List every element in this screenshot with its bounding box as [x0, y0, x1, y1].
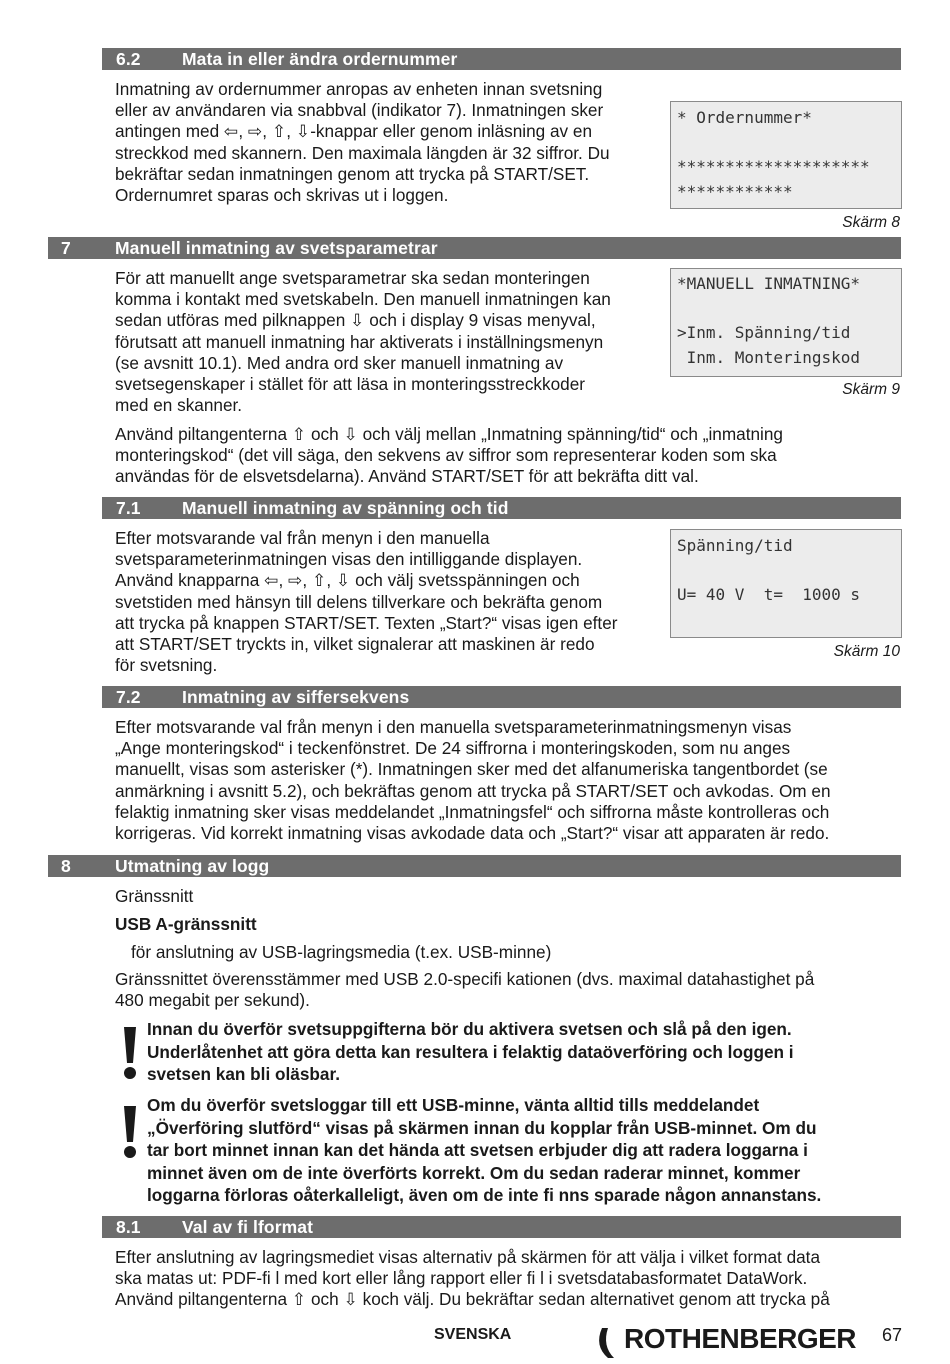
text-line: Efter anslutning av lagringsmediet visas alternativ på skärmen för att välja i vilket format data [115, 1247, 821, 1267]
text-line: tar bort minnet innan kan det hända att svetsen erbjuder dig att radera loggarna i [147, 1140, 808, 1161]
footer-language: SVENSKA [434, 1326, 512, 1343]
text-line: användas för de elsvetsdelarna). Använd START/SET för att bekräfta ditt val. [115, 466, 699, 487]
text-line: svetstiden med hänsyn till delens tillverkare och bekräfta genom [115, 591, 603, 612]
text-line: svetsegenskaper i stället för att läsa in monteringsstreckkoder [115, 374, 586, 395]
section-number: 8 [61, 856, 71, 876]
section-number: 7.2 [116, 687, 141, 707]
text-line: „Ange monteringskod“ i teckenfönstret. De 24 siffrorna i monteringskoden, som nu anges [115, 738, 791, 759]
text-line: „Överföring slutförd“ visas på skärmen innan du kopplar från USB-minnet. Om du [147, 1117, 817, 1138]
page-number: 67 [882, 1325, 903, 1345]
logo-swoosh-icon [594, 1324, 628, 1360]
section-title: Manuell inmatning av svetsparametrar [115, 238, 438, 258]
paragraph-siffersekvens [115, 717, 915, 844]
text-line: komma i kontakt med svetskabeln. Den manuell inmatningen kan [115, 289, 611, 310]
text-line: antingen med ⇦, ⇨, ⇧, ⇩-knappar eller genom inläsning av en [115, 121, 593, 142]
exclamation-icon [119, 1104, 141, 1160]
text-line: att START/SET tryckts in, vilket signalerar att maskinen är redo [115, 634, 595, 655]
section-heading-7-2 [102, 686, 901, 708]
section-title: Mata in eller ändra ordernummer [182, 49, 458, 69]
text-line: anmärkning i avsnitt 5.2), och bekräftas genom att trycka på START/SET och avkodas. Om en [115, 780, 831, 801]
text-line: med en skanner. [115, 395, 243, 416]
section-heading-7-1 [102, 497, 901, 519]
screen-line: Spänning/tid [677, 536, 793, 555]
text-line: monteringskod“ (det vill säga, den sekvens av siffror som representerar koden som ska [115, 445, 777, 466]
text-line: Använd piltangenterna ⇧ och ⇩ och välj mellan „Inmatning spänning/tid“ och „inmatning [115, 424, 783, 444]
text-line: 480 megabit per sekund). [115, 990, 310, 1011]
screen-line: ************ [677, 181, 793, 201]
text-line: (se avsnitt 10.1). Med andra ord sker manuell inmatning av [115, 352, 564, 373]
text-line: manuellt, visas som asterisker (*). Inmatningen sker med det alfanumeriska tangentbordet (se [115, 759, 828, 780]
text-line: Inmatning av ordernummer anropas av enheten innan svetsning [115, 79, 603, 99]
display-screen-10 [670, 529, 902, 638]
section-number: 7 [61, 238, 71, 258]
display-screen-8 [670, 101, 902, 209]
text-line: Innan du överför svetsuppgifterna bör du aktivera svetsen och slå på den igen. [147, 1019, 792, 1039]
text-line: korrigeras. Vid korrekt inmatning visas avkodade data och „Start?“ visar att apparaten är redo. [115, 823, 830, 844]
section-heading-8-1 [102, 1216, 901, 1238]
text-line: Gränssnittet överensstämmer med USB 2.0-specifi kationen (dvs. maximal datahastighet på [115, 969, 815, 989]
brand-logo [594, 1322, 857, 1360]
usb-description: för anslutning av USB-lagringsmedia (t.ex. USB-minne) [131, 942, 552, 962]
text-line: loggarna förloras oåterkalleligt, även om de inte fi nns sparade någon annanstans. [147, 1185, 822, 1206]
paragraph-manuell-inmatning [115, 268, 670, 416]
paragraph-spanning-tid [115, 528, 670, 676]
section-title: Val av fi lformat [182, 1217, 314, 1237]
brand-name: ROTHENBERGER [624, 1323, 857, 1354]
text-line: sedan utföras med pilknappen ⇩ och i display 9 visas menyval, [115, 310, 596, 331]
text-line: minnet även om de inte överförts korrekt. Om du sedan raderar minnet, kommer [147, 1162, 801, 1183]
screen-line: >Inm. Spänning/tid [677, 323, 851, 342]
text-line: Om du överför svetsloggar till ett USB-minne, vänta alltid tills meddelandet [147, 1095, 760, 1115]
text-line: Efter motsvarande val från menyn i den manuella svetsparameterinmatningsmenyn visas [115, 717, 792, 737]
section-heading-8 [48, 855, 901, 877]
paragraph-piltangenter [115, 424, 905, 488]
exclamation-icon [119, 1025, 141, 1081]
text-line: Efter motsvarande val från menyn i den manuella [115, 528, 490, 548]
text-line: eller av användaren via snabbval (indikator 7). Inmatningen sker [115, 100, 604, 121]
text-line: att trycka på knappen START/SET. Texten „Start?“ visas igen efter [115, 612, 618, 633]
screen-line: ******************** [677, 157, 870, 176]
section-heading-7 [48, 237, 901, 259]
section-number: 7.1 [116, 498, 141, 518]
text-line: Underlåtenhet att göra detta kan resultera i felaktig dataöverföring och loggen i [147, 1041, 794, 1062]
caption-screen-8: Skärm 8 [842, 214, 900, 231]
paragraph-filformat [115, 1247, 915, 1311]
heading-usb-a: USB A-gränssnitt [115, 914, 257, 934]
caption-screen-9: Skärm 9 [842, 381, 900, 398]
screen-line: U= 40 V t= 1000 s [677, 585, 861, 604]
text-line: svetsen kan bli oläsbar. [147, 1064, 340, 1085]
display-screen-9 [670, 268, 902, 377]
text-line: streckkod med skannern. Den maximala längden är 32 siffror. Du [115, 142, 610, 163]
text-line: Ordernumret sparas och skrivas ut i loggen. [115, 185, 449, 206]
text-line: för svetsning. [115, 655, 218, 676]
warning-usb-transfer [147, 1094, 892, 1207]
text-line: Använd piltangenterna ⇧ och ⇩ koch välj. Du bekräftar sedan alternativet genom att trycka på [115, 1289, 830, 1310]
text-line: För att manuellt ange svetsparametrar ska sedan monteringen [115, 268, 590, 288]
section-heading-6-2 [102, 48, 901, 70]
text-line: svetsparameterinmatningen visas den intilliggande displayen. [115, 549, 583, 570]
text-line: ska matas ut: PDF-fi l med kort eller lång rapport eller fi l i svetsdatabasformatet DataWork. [115, 1268, 808, 1289]
label-granssnitt: Gränssnitt [115, 886, 194, 906]
screen-line: * Ordernummer* [677, 108, 812, 127]
caption-screen-10: Skärm 10 [833, 643, 900, 660]
section-title: Utmatning av logg [115, 856, 270, 876]
screen-line: *MANUELL INMATNING* [677, 274, 861, 293]
text-line: förutsatt att manuell inmatning har aktiverats i inställningsmenyn [115, 331, 604, 352]
screen-line: Inm. Monteringskod [677, 347, 861, 367]
text-line: bekräftar sedan inmatningen genom att trycka på START/SET. [115, 163, 590, 184]
section-number: 8.1 [116, 1217, 141, 1237]
text-line: felaktig inmatning sker visas meddelandet „Inmatningsfel“ och siffrorna måste kontrolleras och [115, 801, 830, 822]
paragraph-usb-spec [115, 969, 915, 1011]
warning-activate-welder [147, 1018, 892, 1086]
section-number: 6.2 [116, 49, 141, 69]
text-line: Använd knapparna ⇦, ⇨, ⇧, ⇩ och välj svetsspänningen och [115, 570, 580, 591]
section-title: Inmatning av siffersekvens [182, 687, 410, 707]
section-title: Manuell inmatning av spänning och tid [182, 498, 509, 518]
paragraph-ordernummer [115, 79, 665, 206]
